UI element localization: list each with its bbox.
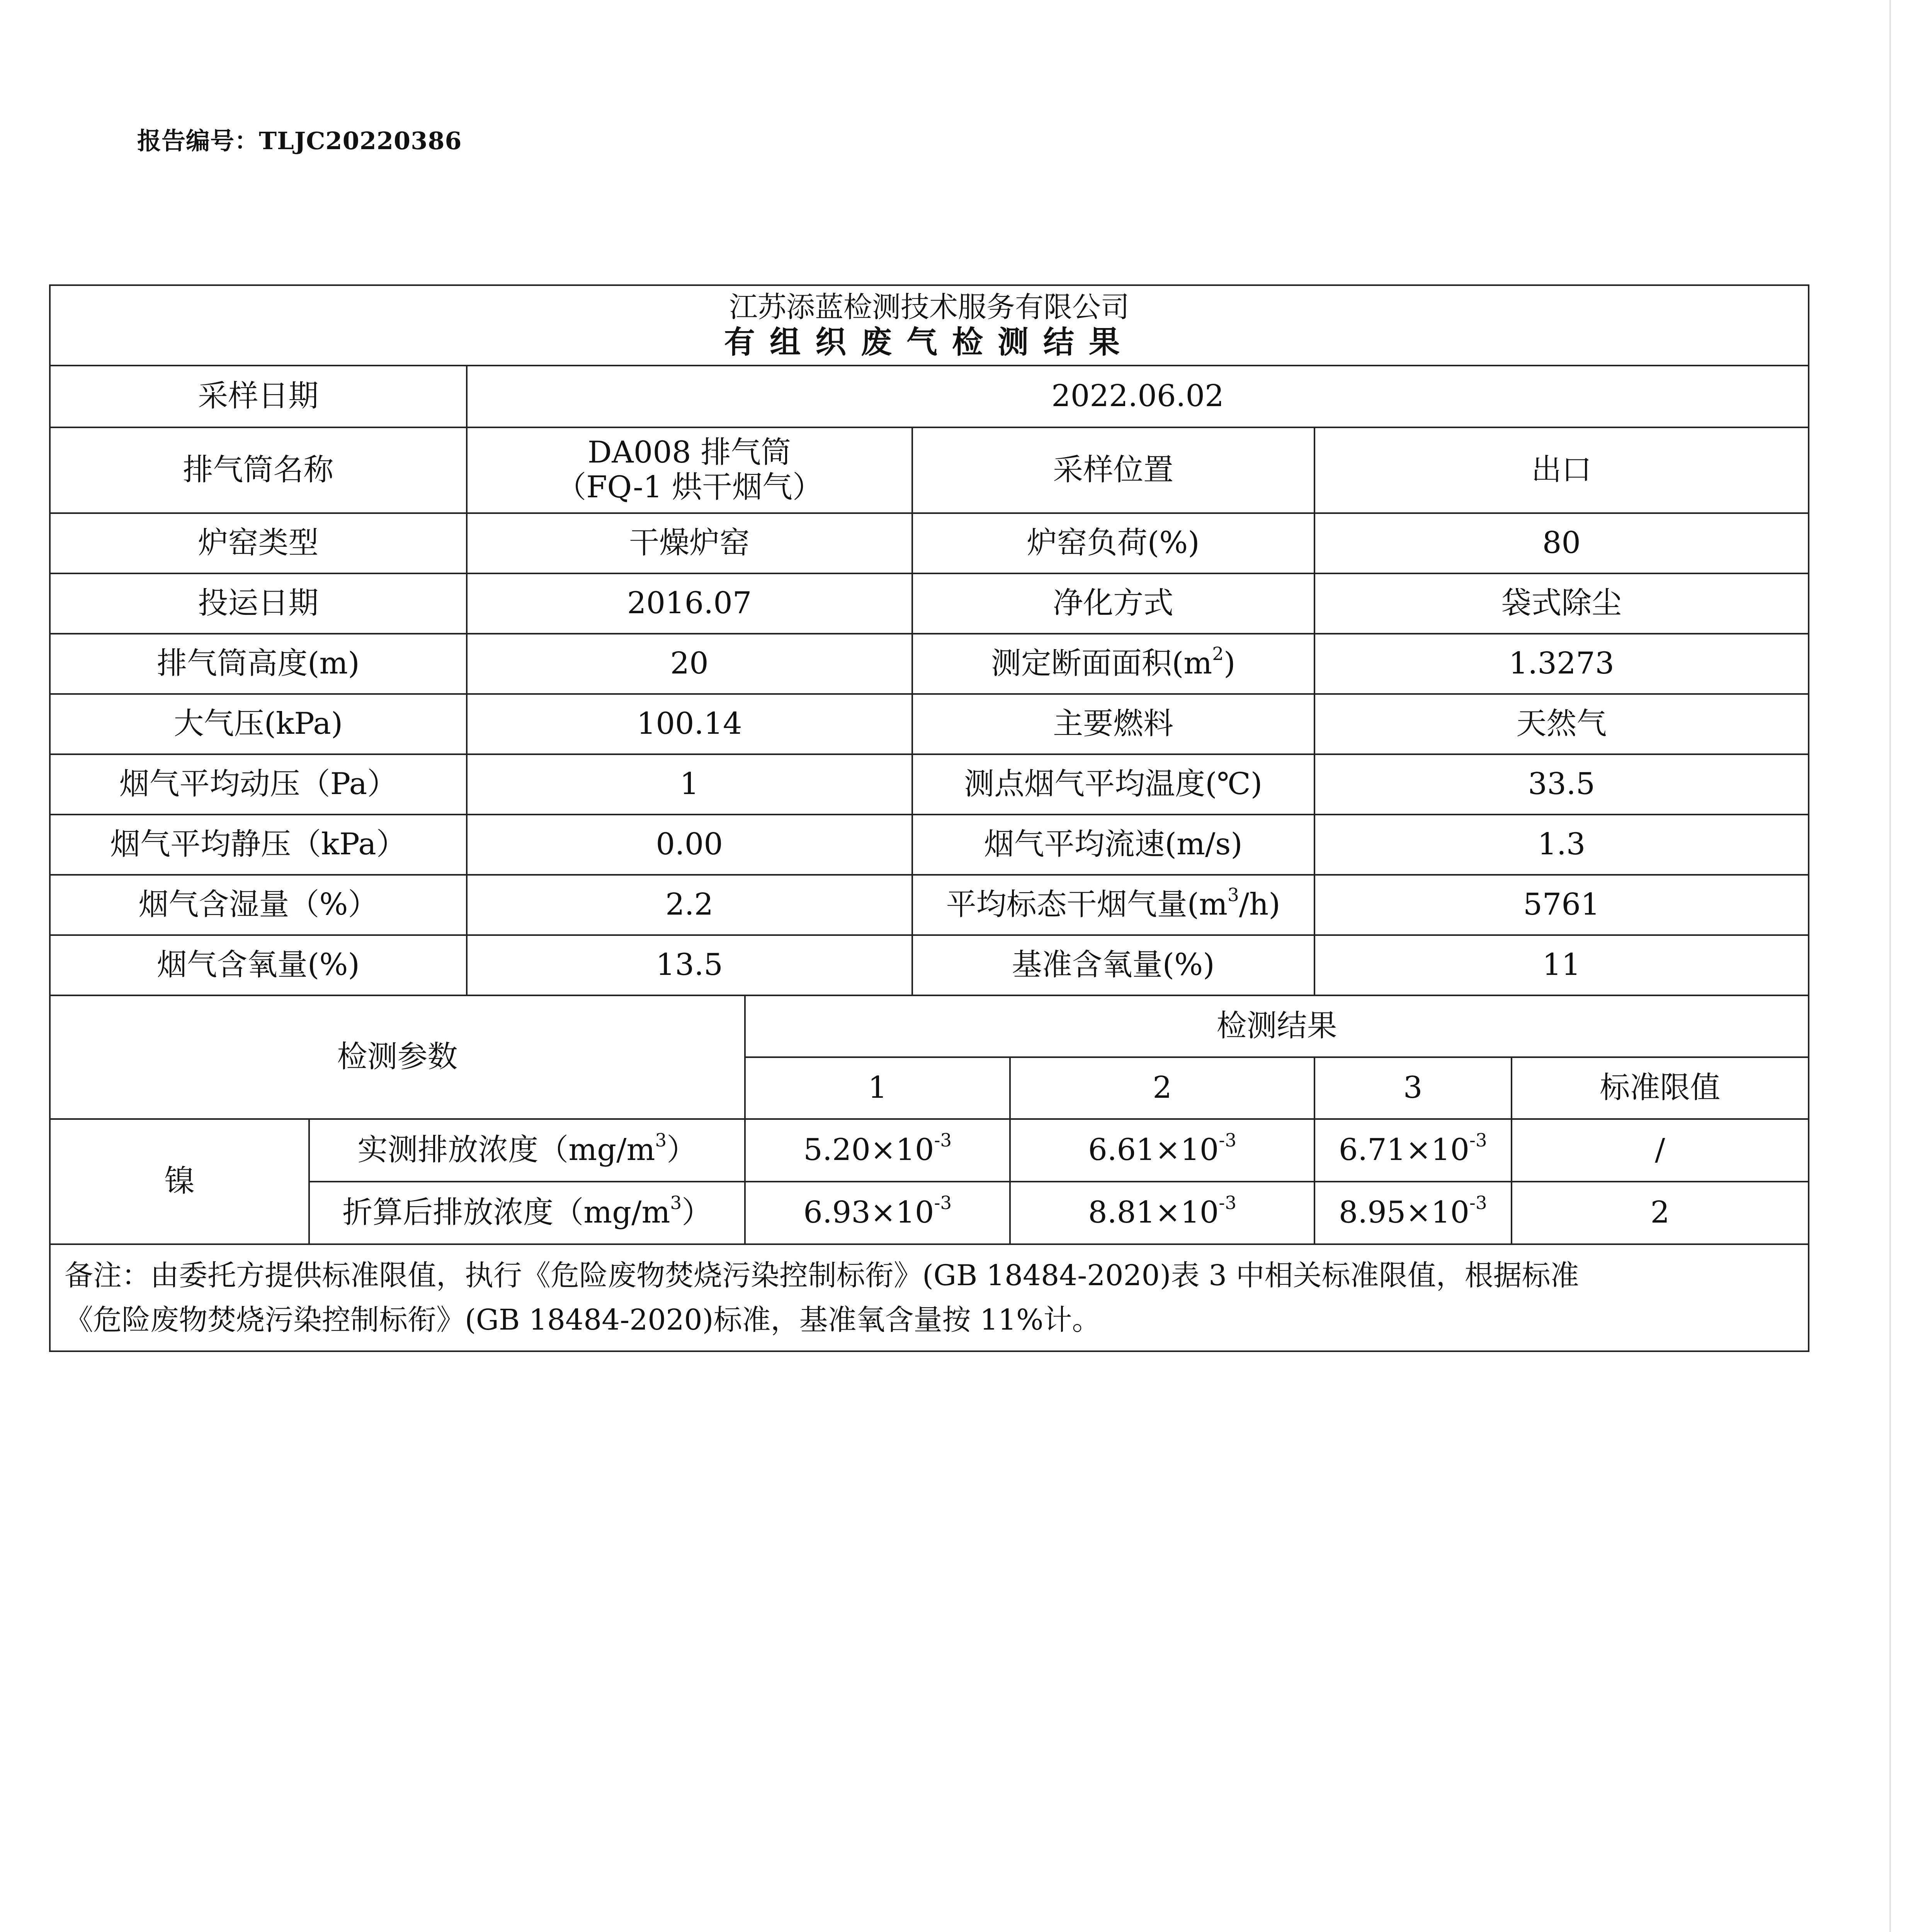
measured-concentration-label xyxy=(309,1119,745,1182)
result-column-2-header: 2 xyxy=(1010,1057,1314,1119)
measured-label-close: ） xyxy=(667,1133,697,1168)
atmospheric-pressure-value: 100.14 xyxy=(467,694,912,754)
measured-value-1-mantissa: 5.20 xyxy=(803,1133,871,1168)
measured-value-2-times: ×10 xyxy=(1155,1133,1219,1168)
measured-value-3 xyxy=(1314,1119,1512,1182)
measured-value-3-times: ×10 xyxy=(1406,1133,1470,1168)
stack-height-value: 20 xyxy=(467,634,912,694)
measured-value-1-exp: -3 xyxy=(934,1130,952,1151)
standard-limit-header: 标准限值 xyxy=(1512,1057,1809,1119)
pollutant-nickel: 镍 xyxy=(50,1119,309,1244)
report-number-label: 报告编号： xyxy=(137,127,259,155)
sampling-position-value: 出口 xyxy=(1314,427,1809,513)
company-name: 江苏添蓝检测技术服务有限公司 xyxy=(729,291,1129,324)
section-area-label-exp: 2 xyxy=(1212,644,1224,665)
operation-date-label: 投运日期 xyxy=(50,573,467,634)
table-title-cell xyxy=(50,285,1809,366)
converted-value-1 xyxy=(745,1182,1010,1244)
note-row xyxy=(50,1244,1809,1351)
operation-date-value: 2016.07 xyxy=(467,573,912,634)
oxygen-content-value: 13.5 xyxy=(467,935,912,995)
table-row xyxy=(50,815,1809,875)
stack-name-line2: （FQ-1 烘干烟气） xyxy=(556,470,823,505)
measured-value-3-mantissa: 6.71 xyxy=(1338,1133,1406,1168)
sampling-date-label: 采样日期 xyxy=(50,366,467,427)
converted-value-3 xyxy=(1314,1182,1512,1244)
gas-temperature-value: 33.5 xyxy=(1314,754,1809,815)
table-row xyxy=(50,573,1809,634)
converted-value-2-mantissa: 8.81 xyxy=(1088,1195,1155,1230)
static-pressure-value: 0.00 xyxy=(467,815,912,875)
kiln-type-value: 干燥炉窑 xyxy=(467,513,912,573)
table-row xyxy=(50,1182,1809,1244)
dry-gas-flow-label xyxy=(912,875,1314,935)
result-column-1-header: 1 xyxy=(745,1057,1010,1119)
stack-name-line1: DA008 排气筒 xyxy=(587,435,791,470)
atmospheric-pressure-label: 大气压(kPa) xyxy=(50,694,467,754)
measured-value-2 xyxy=(1010,1119,1314,1182)
stack-name-label: 排气筒名称 xyxy=(50,427,467,513)
report-number xyxy=(137,122,462,156)
sampling-position-label: 采样位置 xyxy=(912,427,1314,513)
kiln-load-value: 80 xyxy=(1314,513,1809,573)
dynamic-pressure-label: 烟气平均动压（Pa） xyxy=(50,754,467,815)
converted-value-2 xyxy=(1010,1182,1314,1244)
exhaust-gas-result-table xyxy=(49,284,1809,1352)
table-row xyxy=(50,634,1809,694)
converted-value-3-mantissa: 8.95 xyxy=(1338,1195,1406,1230)
page-edge-right xyxy=(1889,0,1891,1932)
gas-velocity-label: 烟气平均流速(m/s) xyxy=(912,815,1314,875)
purification-method-label: 净化方式 xyxy=(912,573,1314,634)
converted-label-text: 折算后排放浓度（mg/m xyxy=(342,1195,670,1230)
converted-value-3-exp: -3 xyxy=(1469,1193,1487,1214)
converted-label-exp: 3 xyxy=(670,1193,682,1214)
results-header-row xyxy=(50,995,1809,1057)
moisture-label: 烟气含湿量（%） xyxy=(50,875,467,935)
table-row xyxy=(50,427,1809,513)
table-title: 有组织废气检测结果 xyxy=(724,323,1134,360)
measured-value-2-mantissa: 6.61 xyxy=(1088,1133,1155,1168)
section-area-label-close: ) xyxy=(1224,646,1236,681)
table-row xyxy=(50,694,1809,754)
table-header-row xyxy=(50,285,1809,366)
dry-gas-flow-label-text: 平均标态干烟气量(m xyxy=(946,887,1228,922)
dry-gas-flow-label-exp: 3 xyxy=(1228,885,1239,906)
test-results-header: 检测结果 xyxy=(745,995,1809,1057)
report-number-value: TLJC20220386 xyxy=(259,127,462,155)
measured-value-2-exp: -3 xyxy=(1219,1130,1236,1151)
converted-concentration-label xyxy=(309,1182,745,1244)
dry-gas-flow-value: 5761 xyxy=(1314,875,1809,935)
measured-label-exp: 3 xyxy=(655,1130,667,1151)
main-fuel-value: 天然气 xyxy=(1314,694,1809,754)
section-area-label xyxy=(912,634,1314,694)
section-area-value: 1.3273 xyxy=(1314,634,1809,694)
remarks-line-2: 《危险废物焚烧污染控制标衔》(GB 18484-2020)标准，基准氧含量按 11%计。 xyxy=(65,1303,1101,1337)
kiln-load-label: 炉窑负荷(%) xyxy=(912,513,1314,573)
measured-value-1-times: ×10 xyxy=(870,1133,934,1168)
table-row xyxy=(50,754,1809,815)
remarks-line-1: 备注：由委托方提供标准限值，执行《危险废物焚烧污染控制标衔》(GB 18484-2020)表 3 中相关标准限值，根据标准 xyxy=(65,1259,1579,1292)
converted-limit: 2 xyxy=(1512,1182,1809,1244)
converted-value-1-times: ×10 xyxy=(870,1195,934,1230)
table-row xyxy=(50,1119,1809,1182)
gas-velocity-value: 1.3 xyxy=(1314,815,1809,875)
reference-oxygen-label: 基准含氧量(%) xyxy=(912,935,1314,995)
stack-height-label: 排气筒高度(m) xyxy=(50,634,467,694)
converted-label-close: ） xyxy=(682,1195,712,1230)
oxygen-content-label: 烟气含氧量(%) xyxy=(50,935,467,995)
dry-gas-flow-label-close: /h) xyxy=(1239,887,1280,922)
measured-label-text: 实测排放浓度（mg/m xyxy=(357,1133,655,1168)
gas-temperature-label: 测点烟气平均温度(℃) xyxy=(912,754,1314,815)
measured-value-3-exp: -3 xyxy=(1469,1130,1487,1151)
section-area-label-text: 测定断面面积(m xyxy=(991,646,1212,681)
reference-oxygen-value: 11 xyxy=(1314,935,1809,995)
table-row xyxy=(50,366,1809,427)
purification-method-value: 袋式除尘 xyxy=(1314,573,1809,634)
static-pressure-label: 烟气平均静压（kPa） xyxy=(50,815,467,875)
converted-value-1-exp: -3 xyxy=(934,1193,952,1214)
moisture-value: 2.2 xyxy=(467,875,912,935)
main-fuel-label: 主要燃料 xyxy=(912,694,1314,754)
remarks xyxy=(50,1244,1809,1351)
stack-name-value xyxy=(467,427,912,513)
converted-value-1-mantissa: 6.93 xyxy=(803,1195,871,1230)
table-row xyxy=(50,513,1809,573)
table-row xyxy=(50,875,1809,935)
converted-value-2-exp: -3 xyxy=(1219,1193,1236,1214)
kiln-type-label: 炉窑类型 xyxy=(50,513,467,573)
dynamic-pressure-value: 1 xyxy=(467,754,912,815)
measured-value-1 xyxy=(745,1119,1010,1182)
converted-value-2-times: ×10 xyxy=(1155,1195,1219,1230)
measured-limit: / xyxy=(1512,1119,1809,1182)
test-parameter-header: 检测参数 xyxy=(50,995,745,1119)
table-row xyxy=(50,935,1809,995)
sampling-date-value: 2022.06.02 xyxy=(467,366,1809,427)
converted-value-3-times: ×10 xyxy=(1406,1195,1470,1230)
result-column-3-header: 3 xyxy=(1314,1057,1512,1119)
